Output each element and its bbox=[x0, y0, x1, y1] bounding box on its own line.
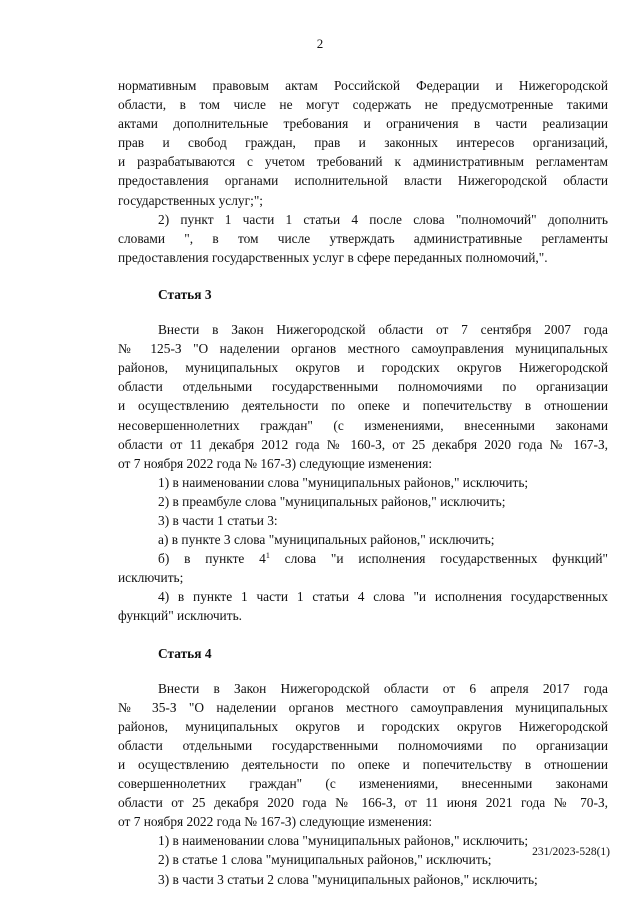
text-line: области отдельными государственными полномочиями по организации bbox=[118, 379, 608, 395]
item-text: б) в пункте 4 bbox=[158, 551, 266, 567]
text-line: 2) пункт 1 части 1 статьи 4 после слова "полномочий" дополнить bbox=[158, 211, 608, 227]
text-line: районов, муниципальных округов и городских округов Нижегородской bbox=[118, 360, 608, 376]
text-line: районов, муниципальных округов и городских округов Нижегородской bbox=[118, 718, 608, 734]
list-item: 2) в преамбуле слова "муниципальных районов," исключить; bbox=[158, 493, 506, 509]
text-line: предоставления органами исполнительной власти Нижегородской области bbox=[118, 173, 608, 189]
list-item: 3) в части 1 статьи 3: bbox=[158, 512, 278, 528]
text-line: несовершеннолетних граждан" (с изменениями, внесенными законами bbox=[118, 417, 608, 433]
list-item: 1) в наименовании слова "муниципальных районов," исключить; bbox=[158, 474, 529, 490]
text-line: совершеннолетних граждан" (с изменениями, внесенными законами bbox=[118, 776, 608, 792]
list-item: 2) в статье 1 слова "муниципальных районов," исключить; bbox=[158, 852, 492, 868]
text-line: области, в том числе не могут содержать не предусмотренные такими bbox=[118, 97, 608, 113]
text-line: Внести в Закон Нижегородской области от 6 апреля 2017 года bbox=[158, 680, 608, 696]
text-line: и разрабатываются с учетом требований к административным регламентам bbox=[118, 154, 608, 170]
list-item: 3) в части 3 статьи 2 слова "муниципальных районов," исключить; bbox=[158, 871, 538, 887]
text-line: области от 25 декабря 2020 года № 166-З, от 11 июня 2021 года № 70-З, bbox=[118, 795, 608, 811]
text-line: прав и свобод граждан, прав и законных интересов организаций, bbox=[118, 135, 608, 151]
text-line: Внести в Закон Нижегородской области от 7 сентября 2007 года bbox=[158, 322, 608, 338]
text-line: словами ", в том числе утверждать административные регламенты bbox=[118, 230, 608, 246]
list-item bbox=[118, 549, 608, 568]
text-line: № 125-З "О наделении органов местного самоуправления муниципальных bbox=[118, 341, 608, 357]
text-line: государственных услуг;"; bbox=[118, 192, 264, 208]
text-line: области от 11 декабря 2012 года № 160-З, от 25 декабря 2020 года № 167-З, bbox=[118, 436, 608, 452]
list-item: 1) в наименовании слова "муниципальных районов," исключить; bbox=[158, 833, 529, 849]
document-body bbox=[118, 76, 608, 889]
text-line: области отдельными государственными полномочиями по организации bbox=[118, 737, 608, 753]
superscript: 1 bbox=[265, 551, 270, 561]
page-number: 2 bbox=[316, 36, 324, 51]
text-line: и осуществлению деятельности по опеке и попечительству в отношении bbox=[118, 398, 608, 414]
list-item: а) в пункте 3 слова "муниципальных районов," исключить; bbox=[158, 532, 495, 548]
article-heading: Статья 4 bbox=[158, 645, 212, 661]
document-code: 231/2023-528(1) bbox=[532, 846, 610, 858]
text-line: функций" исключить. bbox=[118, 608, 243, 624]
text-line: от 7 ноября 2022 года № 167-З) следующие изменения: bbox=[118, 455, 433, 471]
text-line: актами дополнительные требования и ограничения в части реализации bbox=[118, 116, 608, 132]
article-heading: Статья 3 bbox=[158, 286, 212, 302]
text-line: предоставления государственных услуг в сфере переданных полномочий,". bbox=[118, 249, 548, 265]
text-line: № 35-З "О наделении органов местного самоуправления муниципальных bbox=[118, 699, 608, 715]
list-item: 4) в пункте 1 части 1 статьи 4 слова "и исполнения государственных bbox=[158, 589, 608, 605]
text-line: от 7 ноября 2022 года № 167-З) следующие изменения: bbox=[118, 814, 433, 830]
item-text: слова "и исполнения государственных функций" bbox=[269, 551, 608, 567]
text-line: нормативным правовым актам Российской Федерации и Нижегородской bbox=[118, 78, 608, 93]
text-line: исключить; bbox=[118, 570, 184, 586]
text-line: и осуществлению деятельности по опеке и попечительству в отношении bbox=[118, 757, 608, 772]
